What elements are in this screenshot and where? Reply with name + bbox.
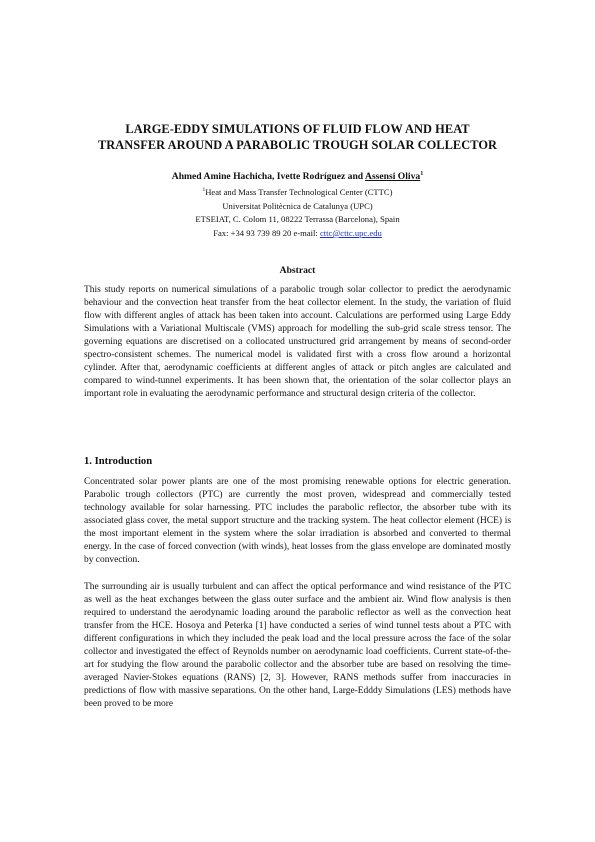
contact-fax: Fax: +34 93 739 89 20 e-mail: — [213, 227, 320, 238]
authors-plain: Ahmed Amine Hachicha, Ivette Rodríguez and — [171, 171, 366, 182]
title-line-1: LARGE-EDDY SIMULATIONS OF FLUID FLOW AND HEAT — [125, 122, 470, 136]
affiliation-line-2: Universitat Politècnica de Catalunya (UPC) — [222, 200, 373, 211]
abstract-heading: Abstract — [279, 265, 316, 276]
affiliation-block — [60, 186, 535, 240]
intro-paragraph-2: The surrounding air is usually turbulent and can affect the optical performance and wind resistance of the PTC as well as the heat exchanges between the glass outer surface and the ambient air. Wind flow analysis is then required to understand the aerodynamic loading around the parabolic reflector as well as the convection heat transfer from the HCE. Hosoya and Peterka [1] have conducted a series of wind tunnel tests about a PTC with different configurations in which they included the peak load and the local pressure across the face of the solar collector and investigated the effect of Reynolds number on aerodynamic load coefficients. Current state-of-the-art for studying the flow around the parabolic collector and the absorber tube are based on resolving the time-averaged Navier-Stokes equations (RANS) [2, 3]. However, RANS methods suffer from inaccuracies in predictions of flow with massive separations. On the other hand, Large-Edddy Simulations (LES) methods have been proved to be more — [84, 582, 511, 710]
intro-paragraph-1: Concentrated solar power plants are one of the most promising renewable options for electric generation. Parabolic trough collectors (PTC) are currently the most proven, widespread and commercially tested technology available for solar harnessing. PTC includes the parabolic reflector, the absorber tube with its associated glass cover, the metal support structure and the tracking system. The heat collector element (HCE) is the most important element in the system where the solar irradiation is absorbed and converted to thermal energy. In the case of forced convection (with winds), heat losses from the glass envelope are dominated mostly by convection. — [84, 477, 511, 566]
paper-title — [60, 121, 535, 153]
affiliation-mark: 1 — [202, 187, 206, 194]
contact-line — [60, 227, 535, 241]
title-line-2: TRANSFER AROUND A PARABOLIC TROUGH SOLAR COLLECTOR — [97, 138, 498, 152]
affiliation-line-1: $^1$Heat and Mass Transfer Technological Center (CTTC) — [202, 187, 393, 197]
author-list — [60, 171, 535, 183]
abstract-text: This study reports on numerical simulations of a parabolic trough solar collector to predict the aerodynamic behaviour and the convection heat transfer from the heat collector element. In the study, the variation of fluid flow with different angles of attack has been taken into account. Calculations are performed using Large Eddy Simulations with a Variational Multiscale (VMS) approach for modelling the sub-grid scale stress tensor. The governing equations are discretised on a collocated unstructured grid arrangement by means of second-order spectro-consistent schemes. The numerical model is validated first with a cross flow around a horizontal cylinder. After that, aerodynamic coefficients at different angles of attack or pitch angles are calculated and compared to wind-tunnel experiments. It has been shown that, the orientation of the solar collector plays an important role in evaluating the aerodynamic performance and structural design criteria of the collector. — [84, 285, 511, 400]
affiliation-line-3: ETSEIAT, C. Colom 11, 08222 Terrassa (Barcelona), Spain — [195, 214, 400, 225]
corresponding-author[interactable]: Assensi Oliva — [365, 171, 421, 182]
section-heading-introduction: 1. Introduction — [84, 456, 153, 467]
email-link[interactable]: cttc@cttc.upc.edu — [319, 227, 382, 238]
author-affiliation-mark: 1 — [420, 170, 424, 177]
